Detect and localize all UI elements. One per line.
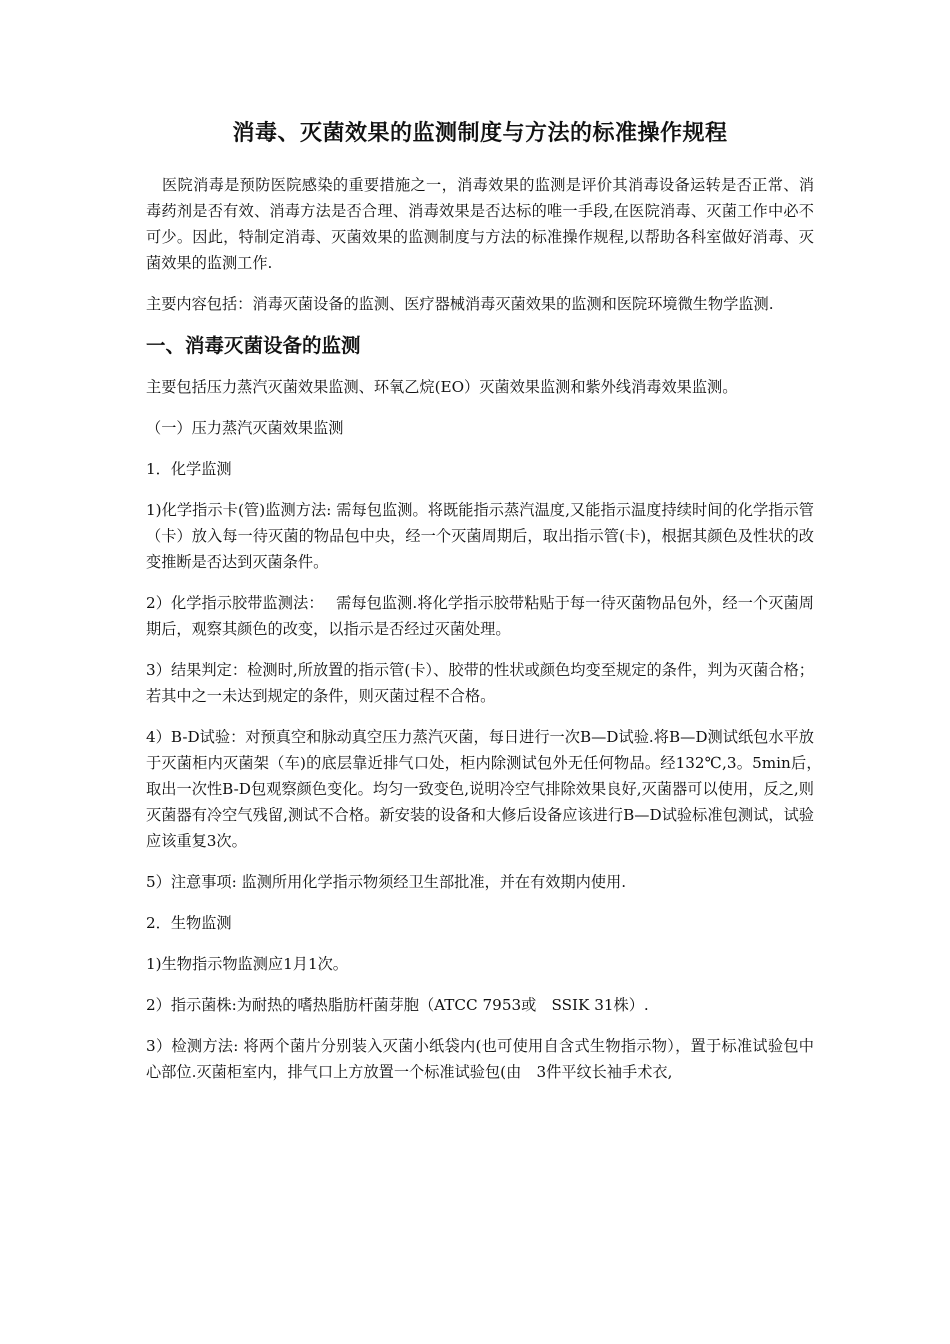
- chemical-item: 4）B-D试验：对预真空和脉动真空压力蒸汽灭菌，每日进行一次B—D试验.将B—D测试纸包水平放于灭菌柜内灭菌架（车)的底层靠近排气口处，柜内除测试包外无任何物品。经132℃,3。5min后， 取出一次性B-D包观察颜色变化。均匀一致变色,说明冷空气排除效果良好,灭菌器可以使用，反之,则灭菌器有冷空气残留,测试不合格。新安装的设备和大修后设备应该进行B—D试验标准包测试，试验应该重复3次。: [146, 728, 835, 850]
- biological-item: 2）指示菌株:为耐热的嗜热脂肪杆菌芽胞（ATCC 7953或 SSIK 31株）.: [146, 996, 649, 1014]
- document-page: [146, 118, 835, 1100]
- section-intro-paragraph: 主要包括压力蒸汽灭菌效果监测、环氧乙烷(EO）灭菌效果监测和紫外线消毒效果监测。: [146, 378, 738, 396]
- chemical-item: 5）注意事项: 监测所用化学指示物须经卫生部批准，并在有效期内使用.: [146, 873, 627, 891]
- biological-item: 3）检测方法: 将两个菌片分别装入灭菌小纸袋内(也可使用自含式生物指示物），置于标准试验包中心部位.灭菌柜室内，排气口上方放置一个标准试验包(由 3件平纹长袖手术衣,: [146, 1037, 814, 1081]
- chemical-monitoring-heading: 1．化学监测: [146, 460, 232, 478]
- document-title: 消毒、灭菌效果的监测制度与方法的标准操作规程: [232, 120, 728, 146]
- chemical-item: 3）结果判定：检测时,所放置的指示管(卡）、胶带的性状或颜色均变至规定的条件，判为灭菌合格；若其中之一未达到规定的条件，则灭菌过程不合格。: [146, 661, 814, 705]
- intro-paragraph: 医院消毒是预防医院感染的重要措施之一，消毒效果的监测是评价其消毒设备运转是否正常、消毒药剂是否有效、消毒方法是否合理、消毒效果是否达标的唯一手段,在医院消毒、灭菌工作中必不可少。因此，特制定消毒、灭菌效果的监测制度与方法的标准操作规程,以帮助各科室做好消毒、灭菌效果的监测工作.: [146, 176, 814, 272]
- chemical-item: 1)化学指示卡(管)监测方法: 需每包监测。将既能指示蒸汽温度,又能指示温度持续时间的化学指示管（卡）放入每一待灭菌的物品包中央，经一个灭菌周期后，取出指示管(卡)，根据其颜色及性状的改变推断是否达到灭菌条件。: [146, 501, 814, 571]
- main-content-paragraph: 主要内容包括：消毒灭菌设备的监测、医疗器械消毒灭菌效果的监测和医院环境微生物学监测.: [146, 295, 774, 313]
- chemical-item: 2）化学指示胶带监测法： 需每包监测.将化学指示胶带粘贴于每一待灭菌物品包外，经一个灭菌周期后，观察其颜色的改变，以指示是否经过灭菌处理。: [146, 594, 814, 638]
- section-heading-equipment-monitoring: 一、消毒灭菌设备的监测: [146, 334, 361, 357]
- subsection-heading-steam: （一）压力蒸汽灭菌效果监测: [146, 419, 344, 437]
- biological-monitoring-heading: 2．生物监测: [146, 914, 232, 932]
- biological-item: 1)生物指示物监测应1月1次。: [146, 955, 348, 973]
